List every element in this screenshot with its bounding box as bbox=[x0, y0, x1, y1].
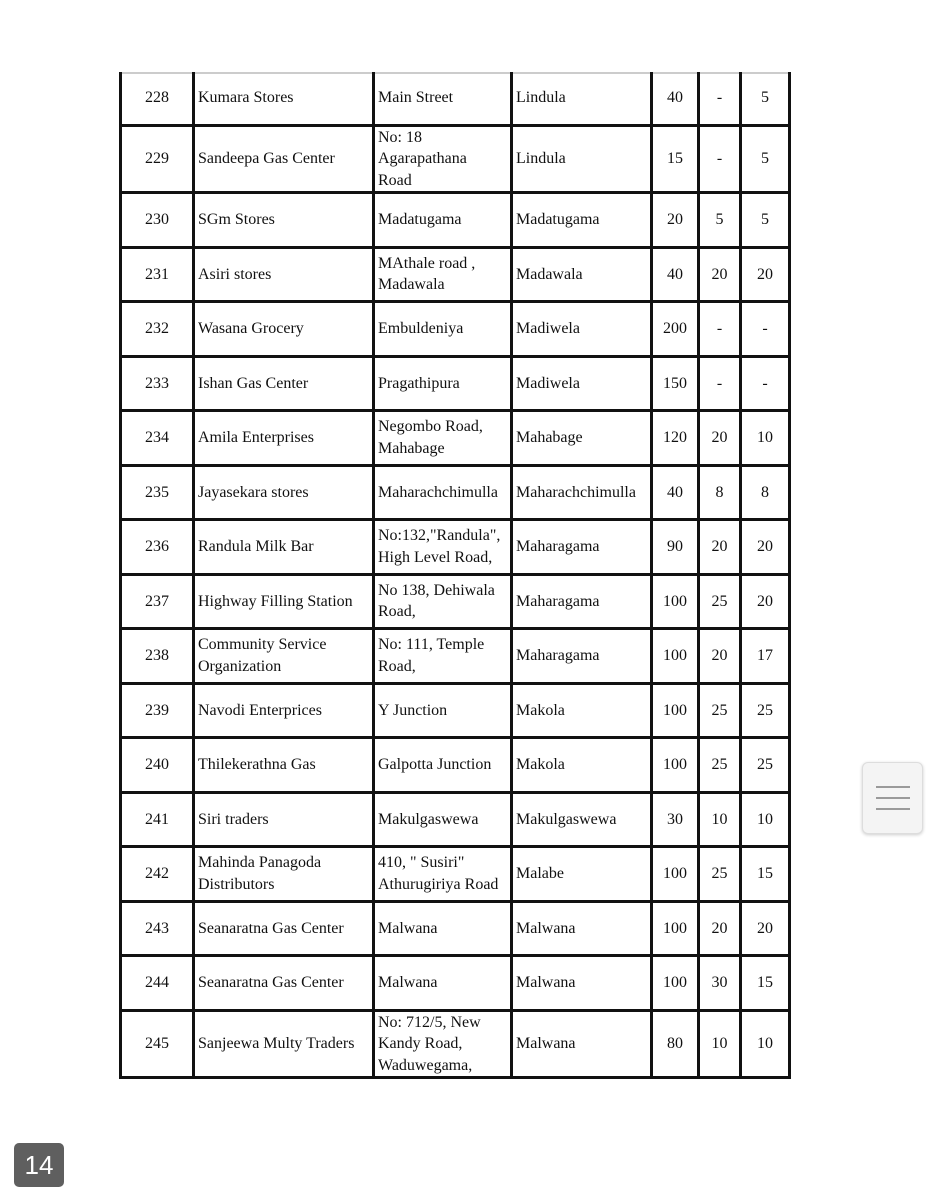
cell-row-number: 237 bbox=[121, 574, 194, 629]
cell-town: Makola bbox=[512, 738, 652, 793]
cell-town: Madawala bbox=[512, 247, 652, 302]
cell-quantity-b: 30 bbox=[699, 956, 741, 1011]
table-row bbox=[121, 247, 790, 302]
cell-row-number: 229 bbox=[121, 125, 194, 193]
cell-row-number: 239 bbox=[121, 683, 194, 738]
cell-town: Lindula bbox=[512, 72, 652, 125]
cell-quantity-b: 20 bbox=[699, 411, 741, 466]
cell-quantity-b: 25 bbox=[699, 683, 741, 738]
cell-address: Makulgaswewa bbox=[374, 792, 512, 847]
cell-quantity-a: 30 bbox=[652, 792, 699, 847]
cell-quantity-b: 25 bbox=[699, 738, 741, 793]
cell-quantity-c: 10 bbox=[741, 411, 790, 466]
cell-address: Main Street bbox=[374, 72, 512, 125]
table-row bbox=[121, 792, 790, 847]
cell-quantity-b: 20 bbox=[699, 520, 741, 575]
cell-row-number: 240 bbox=[121, 738, 194, 793]
cell-address: Malwana bbox=[374, 956, 512, 1011]
cell-quantity-b: - bbox=[699, 125, 741, 193]
cell-quantity-c: 15 bbox=[741, 847, 790, 902]
cell-row-number: 238 bbox=[121, 629, 194, 684]
cell-address: 410, " Susiri" Athurugiriya Road bbox=[374, 847, 512, 902]
cell-town: Maharagama bbox=[512, 574, 652, 629]
cell-address: Y Junction bbox=[374, 683, 512, 738]
table-row bbox=[121, 72, 790, 125]
cell-row-number: 234 bbox=[121, 411, 194, 466]
cell-dealer-name: Seanaratna Gas Center bbox=[194, 956, 374, 1011]
cell-dealer-name: Sanjeewa Multy Traders bbox=[194, 1010, 374, 1078]
cell-quantity-c: 20 bbox=[741, 247, 790, 302]
handle-line-icon bbox=[876, 797, 910, 799]
table-row bbox=[121, 193, 790, 248]
cell-dealer-name: Kumara Stores bbox=[194, 72, 374, 125]
cell-town: Mahabage bbox=[512, 411, 652, 466]
table-row bbox=[121, 520, 790, 575]
cell-quantity-a: 100 bbox=[652, 683, 699, 738]
cell-address: No 138, Dehiwala Road, bbox=[374, 574, 512, 629]
cell-row-number: 233 bbox=[121, 356, 194, 411]
cell-town: Maharachchimulla bbox=[512, 465, 652, 520]
cell-row-number: 231 bbox=[121, 247, 194, 302]
cell-quantity-b: 20 bbox=[699, 629, 741, 684]
cell-address: No: 712/5, New Kandy Road, Waduwegama, bbox=[374, 1010, 512, 1078]
cell-address: Madatugama bbox=[374, 193, 512, 248]
cell-town: Malwana bbox=[512, 1010, 652, 1078]
cell-row-number: 244 bbox=[121, 956, 194, 1011]
cell-dealer-name: Wasana Grocery bbox=[194, 302, 374, 357]
cell-row-number: 230 bbox=[121, 193, 194, 248]
cell-dealer-name: Navodi Enterprices bbox=[194, 683, 374, 738]
cell-quantity-a: 120 bbox=[652, 411, 699, 466]
cell-address: Negombo Road, Mahabage bbox=[374, 411, 512, 466]
cell-dealer-name: Ishan Gas Center bbox=[194, 356, 374, 411]
cell-row-number: 241 bbox=[121, 792, 194, 847]
table-row bbox=[121, 738, 790, 793]
table-row bbox=[121, 411, 790, 466]
cell-address: Maharachchimulla bbox=[374, 465, 512, 520]
cell-quantity-a: 150 bbox=[652, 356, 699, 411]
table-row bbox=[121, 847, 790, 902]
table-row bbox=[121, 1010, 790, 1078]
cell-dealer-name: Mahinda Panagoda Distributors bbox=[194, 847, 374, 902]
cell-town: Malwana bbox=[512, 956, 652, 1011]
cell-town: Malwana bbox=[512, 901, 652, 956]
cell-address: Malwana bbox=[374, 901, 512, 956]
cell-quantity-c: 5 bbox=[741, 72, 790, 125]
cell-row-number: 245 bbox=[121, 1010, 194, 1078]
cell-quantity-a: 100 bbox=[652, 901, 699, 956]
cell-dealer-name: Siri traders bbox=[194, 792, 374, 847]
cell-dealer-name: Sandeepa Gas Center bbox=[194, 125, 374, 193]
scroll-handle[interactable] bbox=[862, 762, 923, 834]
cell-row-number: 235 bbox=[121, 465, 194, 520]
cell-row-number: 236 bbox=[121, 520, 194, 575]
cell-town: Malabe bbox=[512, 847, 652, 902]
cell-row-number: 242 bbox=[121, 847, 194, 902]
cell-row-number: 232 bbox=[121, 302, 194, 357]
cell-address: Galpotta Junction bbox=[374, 738, 512, 793]
cell-dealer-name: Amila Enterprises bbox=[194, 411, 374, 466]
cell-quantity-a: 100 bbox=[652, 738, 699, 793]
cell-dealer-name: Thilekerathna Gas bbox=[194, 738, 374, 793]
cell-town: Madiwela bbox=[512, 356, 652, 411]
cell-town: Maharagama bbox=[512, 629, 652, 684]
page-number-indicator: 14 bbox=[14, 1143, 64, 1187]
table-row bbox=[121, 465, 790, 520]
cell-quantity-c: 10 bbox=[741, 792, 790, 847]
cell-address: Embuldeniya bbox=[374, 302, 512, 357]
handle-line-icon bbox=[876, 808, 910, 810]
cell-quantity-a: 100 bbox=[652, 956, 699, 1011]
cell-quantity-c: 20 bbox=[741, 574, 790, 629]
cell-town: Madatugama bbox=[512, 193, 652, 248]
cell-quantity-c: - bbox=[741, 356, 790, 411]
cell-quantity-b: 20 bbox=[699, 247, 741, 302]
cell-address: MAthale road , Madawala bbox=[374, 247, 512, 302]
table-row bbox=[121, 574, 790, 629]
cell-dealer-name: Jayasekara stores bbox=[194, 465, 374, 520]
cell-address: No: 111, Temple Road, bbox=[374, 629, 512, 684]
cell-quantity-b: 25 bbox=[699, 847, 741, 902]
cell-quantity-c: 10 bbox=[741, 1010, 790, 1078]
table-row bbox=[121, 125, 790, 193]
cell-quantity-c: 25 bbox=[741, 683, 790, 738]
cell-quantity-a: 15 bbox=[652, 125, 699, 193]
cell-town: Madiwela bbox=[512, 302, 652, 357]
cell-quantity-c: - bbox=[741, 302, 790, 357]
dealer-table bbox=[119, 72, 791, 1079]
cell-dealer-name: SGm Stores bbox=[194, 193, 374, 248]
cell-quantity-a: 40 bbox=[652, 247, 699, 302]
cell-quantity-c: 17 bbox=[741, 629, 790, 684]
cell-quantity-b: 20 bbox=[699, 901, 741, 956]
cell-quantity-c: 25 bbox=[741, 738, 790, 793]
table-row bbox=[121, 629, 790, 684]
cell-quantity-b: - bbox=[699, 72, 741, 125]
cell-quantity-a: 80 bbox=[652, 1010, 699, 1078]
cell-quantity-b: 25 bbox=[699, 574, 741, 629]
cell-quantity-a: 100 bbox=[652, 574, 699, 629]
cell-quantity-a: 20 bbox=[652, 193, 699, 248]
cell-quantity-b: 10 bbox=[699, 792, 741, 847]
table-row bbox=[121, 956, 790, 1011]
cell-quantity-b: 10 bbox=[699, 1010, 741, 1078]
cell-dealer-name: Asiri stores bbox=[194, 247, 374, 302]
cell-quantity-c: 8 bbox=[741, 465, 790, 520]
cell-dealer-name: Randula Milk Bar bbox=[194, 520, 374, 575]
cell-quantity-c: 15 bbox=[741, 956, 790, 1011]
table-row bbox=[121, 302, 790, 357]
cell-row-number: 228 bbox=[121, 72, 194, 125]
handle-line-icon bbox=[876, 786, 910, 788]
cell-quantity-a: 40 bbox=[652, 72, 699, 125]
table-row bbox=[121, 356, 790, 411]
cell-quantity-c: 5 bbox=[741, 193, 790, 248]
cell-quantity-b: - bbox=[699, 356, 741, 411]
cell-town: Makulgaswewa bbox=[512, 792, 652, 847]
cell-town: Maharagama bbox=[512, 520, 652, 575]
cell-quantity-a: 40 bbox=[652, 465, 699, 520]
cell-dealer-name: Seanaratna Gas Center bbox=[194, 901, 374, 956]
cell-quantity-c: 20 bbox=[741, 901, 790, 956]
cell-quantity-c: 5 bbox=[741, 125, 790, 193]
cell-quantity-a: 90 bbox=[652, 520, 699, 575]
cell-quantity-a: 200 bbox=[652, 302, 699, 357]
cell-address: No:132,"Randula", High Level Road, bbox=[374, 520, 512, 575]
table-row bbox=[121, 683, 790, 738]
cell-quantity-a: 100 bbox=[652, 847, 699, 902]
cell-quantity-b: 8 bbox=[699, 465, 741, 520]
cell-quantity-a: 100 bbox=[652, 629, 699, 684]
cell-quantity-b: 5 bbox=[699, 193, 741, 248]
cell-quantity-c: 20 bbox=[741, 520, 790, 575]
cell-town: Makola bbox=[512, 683, 652, 738]
cell-row-number: 243 bbox=[121, 901, 194, 956]
cell-address: Pragathipura bbox=[374, 356, 512, 411]
table-row bbox=[121, 901, 790, 956]
cell-town: Lindula bbox=[512, 125, 652, 193]
cell-address: No: 18 Agarapathana Road bbox=[374, 125, 512, 193]
cell-dealer-name: Highway Filling Station bbox=[194, 574, 374, 629]
cell-dealer-name: Community Service Organization bbox=[194, 629, 374, 684]
cell-quantity-b: - bbox=[699, 302, 741, 357]
